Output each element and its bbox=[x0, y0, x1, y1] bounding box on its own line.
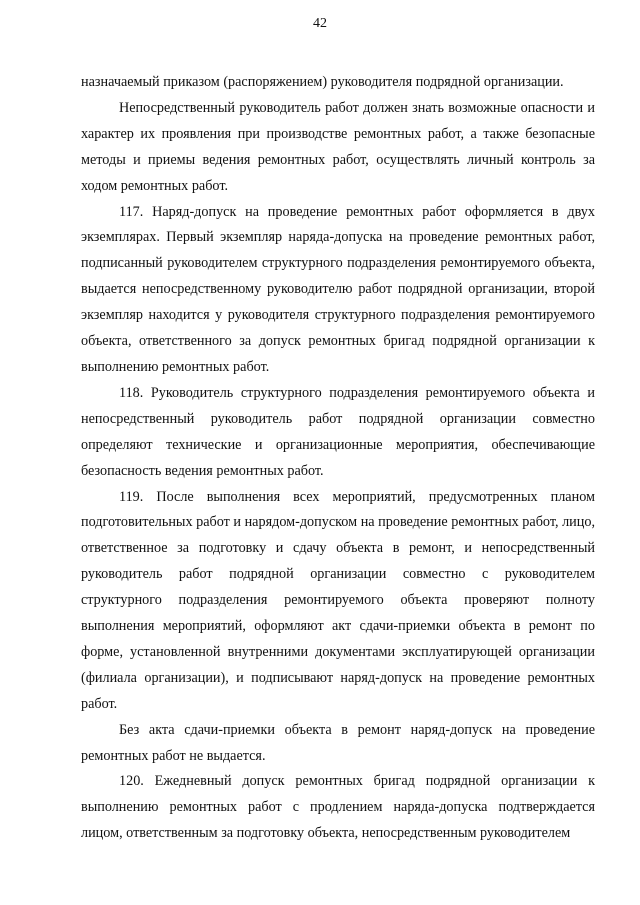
document-body bbox=[81, 70, 595, 847]
paragraph-no-act: Без акта сдачи-приемки объекта в ремонт наряд-допуск на проведение ремонтных работ не выдается. bbox=[81, 721, 595, 764]
paragraph-118: 118. Руководитель структурного подразделения ремонтируемого объекта и непосредственный руководитель работ подрядной организации совместно определяют технические и организационные мероприятия, обеспечивающие безопасность ведения ремонтных работ. bbox=[81, 384, 595, 479]
paragraph-117: 117. Наряд-допуск на проведение ремонтных работ оформляется в двух экземплярах. Первый экземпляр наряда-допуска на проведение ремонтных работ, подписанный руководителем структурного подразделения ремонтируемого объекта, выдается непосредственному руководителю работ подрядной организации, второй экземпляр находится у руководителя структурного подразделения ремонтируемого объекта, ответственного за допуск ремонтных бригад подрядной организации к выполнению ремонтных работ. bbox=[81, 203, 595, 375]
paragraph-119: 119. После выполнения всех мероприятий, предусмотренных планом подготовительных работ и нарядом-допуском на проведение ремонтных работ, лицо, ответственное за подготовку и сдачу объекта в ремонт, и непосредственный руководитель работ подрядной организации совместно с руководителем структурного подразделения ремонтируемого объекта проверяют полноту выполнения мероприятий, оформляют акт сдачи-приемки объекта в ремонт по форме, установленной внутренними документами эксплуатирующей организации (филиала организации), и подписывают наряд-допуск на проведение ремонтных работ. bbox=[81, 488, 595, 712]
paragraph-supervisor-duties: Непосредственный руководитель работ должен знать возможные опасности и характер их проявления при производстве ремонтных работ, а также безопасные методы и приемы ведения ремонтных работ, осуществлять личный контроль за ходом ремонтных работ. bbox=[81, 99, 595, 194]
paragraph-continuation: назначаемый приказом (распоряжением) руководителя подрядной организации. bbox=[81, 74, 564, 90]
page-number: 42 bbox=[313, 16, 327, 31]
paragraph-120: 120. Ежедневный допуск ремонтных бригад подрядной организации к выполнению ремонтных работ с продлением наряда-допуска подтверждается лицом, ответственным за подготовку объекта, непосредственным руководителем bbox=[81, 773, 595, 842]
